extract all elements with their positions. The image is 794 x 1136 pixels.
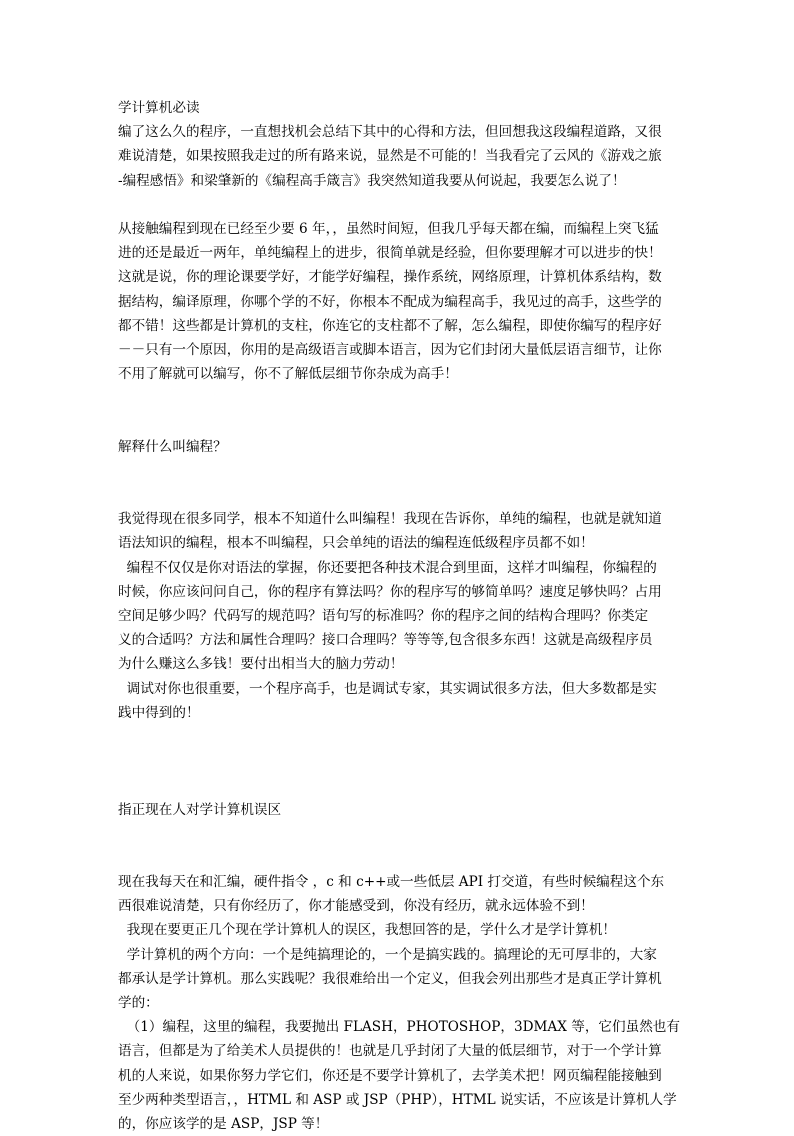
paragraph-line: 机的人来说，如果你努力学它们，你还是不要学计算机了，去学美术把！网页编程能接触到 <box>118 1067 662 1084</box>
paragraph-line: 语法知识的编程，根本不叫编程，只会单纯的语法的编程连低级程序员都不如！ <box>118 535 594 552</box>
paragraph-line: 学的： <box>118 995 159 1012</box>
paragraph-line: 语言，但都是为了给美术人员提供的！也就是几乎封闭了大量的低层细节，对于一个学计算 <box>118 1043 662 1060</box>
paragraph-line: 空间足够少吗？代码写的规范吗？语句写的标准吗？你的程序之间的结构合理吗？你类定 <box>118 607 649 624</box>
paragraph-line: 都不错！这些都是计算机的支柱，你连它的支柱都不了解，怎么编程，即使你编写的程序好 <box>118 317 662 334</box>
paragraph-line: －－只有一个原因，你用的是高级语言或脚本语言，因为它们封闭大量低层语言细节，让你 <box>118 341 662 358</box>
paragraph-line: 践中得到的！ <box>118 704 200 721</box>
paragraph-line: 现在我每天在和汇编，硬件指令 ，c 和 c++或一些低层 API 打交道，有些时候编程这个东 <box>118 874 665 891</box>
paragraph-line: 我觉得现在很多同学，根本不知道什么叫编程！我现在告诉你，单纯的编程，也就是就知道 <box>118 511 662 528</box>
spacer <box>118 725 680 798</box>
intro-paragraph <box>118 120 680 193</box>
paragraph-line: 学计算机的两个方向：一个是纯搞理论的，一个是搞实践的。搞理论的无可厚非的，大家 <box>118 946 657 963</box>
paragraph-line: 义的合适吗？方法和属性合理吗？接口合理吗？等等等,包含很多东西！这就是高级程序员 <box>118 632 653 649</box>
paragraph-line: 编程不仅仅是你对语法的掌握，你还要把各种技术混合到里面，这样才叫编程，你编程的 <box>118 559 657 576</box>
paragraph-line: 时候，你应该问问自己，你的程序有算法吗？你的程序写的够简单吗？速度足够快吗？占用 <box>118 583 662 600</box>
paragraph-line: 据结构，编译原理，你哪个学的不好，你根本不配成为编程高手，我见过的高手，这些学的 <box>118 293 662 310</box>
intro-line: -编程感悟》和梁肇新的《编程高手箴言》我突然知道我要从何说起，我要怎么说了！ <box>118 172 626 189</box>
paragraph-line: 调试对你也很重要，一个程序高手，也是调试专家，其实调试很多方法，但大多数都是实 <box>118 680 657 697</box>
spacer <box>118 459 680 507</box>
document-title-block <box>118 96 680 120</box>
paragraph-line: （1）编程，这里的编程，我要抛出 FLASH，PHOTOSHOP，3DMAX 等，它们虽然也有 <box>118 1019 680 1036</box>
intro-line: 难说清楚，如果按照我走过的所有路来说，显然是不可能的！当我看完了云风的《游戏之旅 <box>118 148 662 165</box>
paragraph-line: 的，你应该学的是 ASP，JSP 等！ <box>118 1115 329 1132</box>
paragraph-line: 不用了解就可以编写，你不了解低层细节你杂成为高手！ <box>118 366 458 383</box>
paragraph-line: 进的还是最近一两年，单纯编程上的进步，很简单就是经验，但你要理解才可以进步的快！ <box>118 245 662 262</box>
paragraph-line: 都承认是学计算机。那么实践呢？我很难给出一个定义，但我会列出那些才是真正学计算机 <box>118 970 662 987</box>
section-heading-1 <box>118 435 680 459</box>
paragraph-line: 从接触编程到现在已经至少要 6 年，，虽然时间短，但我几乎每天都在编，而编程上突飞猛 <box>118 220 659 237</box>
spacer <box>118 193 680 217</box>
document-title: 学计算机必读 <box>118 100 200 116</box>
intro-line: 编了这么久的程序，一直想找机会总结下其中的心得和方法，但回想我这段编程道路，又很 <box>118 124 662 141</box>
paragraph-2 <box>118 507 680 725</box>
spacer <box>118 386 680 434</box>
paragraph-line: 我现在要更正几个现在学计算机人的误区，我想回答的是，学什么才是学计算机！ <box>118 922 617 939</box>
paragraph-1 <box>118 217 680 386</box>
paragraph-line: 这就是说，你的理论课要学好，才能学好编程，操作系统，网络原理，计算机体系结构，数 <box>118 269 662 286</box>
paragraph-line: 西很难说清楚，只有你经历了，你才能感受到，你没有经历，就永远体验不到！ <box>118 898 594 915</box>
spacer <box>118 822 680 870</box>
section-heading: 解释什么叫编程？ <box>118 438 227 455</box>
section-heading: 指正现在人对学计算机误区 <box>118 801 282 818</box>
paragraph-3 <box>118 870 680 1136</box>
section-heading-2 <box>118 798 680 822</box>
paragraph-line: 为什么赚这么多钱！要付出相当大的脑力劳动！ <box>118 656 404 673</box>
document-page <box>118 96 680 1136</box>
paragraph-line: 至少两种类型语言，，HTML 和 ASP 或 JSP（PHP），HTML 说实话，不应该是计算机人学 <box>118 1091 677 1108</box>
